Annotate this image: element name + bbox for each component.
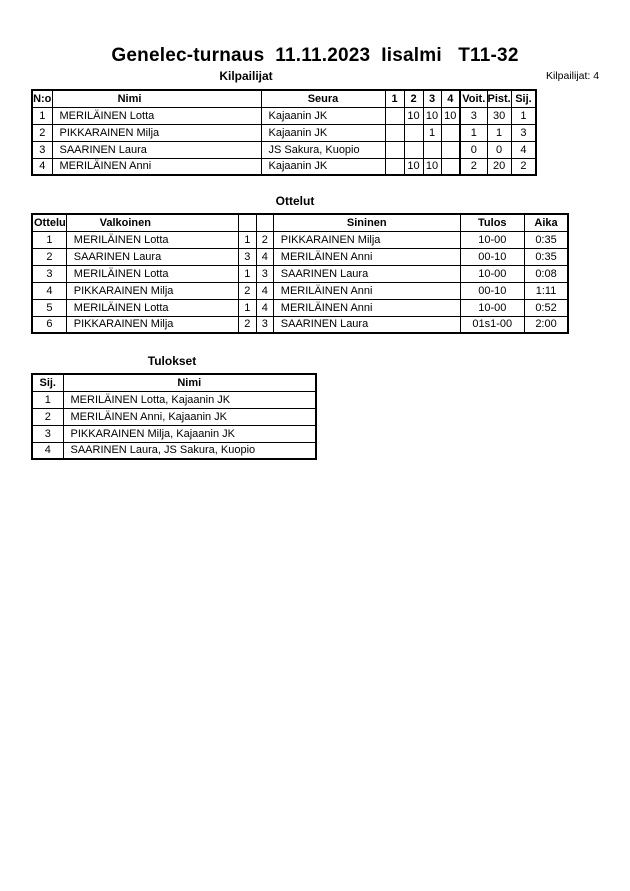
table-header-row: [32, 214, 568, 231]
table-cell: 5: [32, 299, 66, 316]
table-row: [32, 299, 568, 316]
table-cell: PIKKARAINEN Milja: [66, 316, 238, 333]
table-cell: PIKKARAINEN Milja, Kajaanin JK: [63, 425, 316, 442]
table-row: [32, 265, 568, 282]
table-cell: 4: [32, 158, 52, 175]
column-header: Nimi: [52, 90, 261, 107]
table-cell: MERILÄINEN Lotta, Kajaanin JK: [63, 391, 316, 408]
table-row: [32, 391, 316, 408]
table-cell: [385, 107, 404, 124]
table-cell: 6: [32, 316, 66, 333]
results-section-title: Tulokset: [147, 354, 197, 368]
table-cell: Kajaanin JK: [261, 107, 385, 124]
table-cell: 10-00: [460, 231, 524, 248]
table-cell: MERILÄINEN Anni, Kajaanin JK: [63, 408, 316, 425]
table-cell: MERILÄINEN Anni: [273, 299, 460, 316]
table-row: [32, 107, 536, 124]
column-header: Seura: [261, 90, 385, 107]
table-cell: 3: [32, 141, 52, 158]
table-row: [32, 316, 568, 333]
table-cell: [404, 141, 423, 158]
table-cell: 4: [32, 282, 66, 299]
table-cell: MERILÄINEN Anni: [273, 282, 460, 299]
page-title: Genelec-turnaus 11.11.2023 Iisalmi T11-32: [111, 45, 519, 66]
table-cell: MERILÄINEN Lotta: [52, 107, 261, 124]
table-cell: 4: [256, 248, 273, 265]
table-cell: PIKKARAINEN Milja: [52, 124, 261, 141]
table-row: [32, 425, 316, 442]
table-cell: 3: [256, 265, 273, 282]
column-header: Sij.: [511, 90, 536, 107]
column-header: Valkoinen: [66, 214, 238, 231]
table-row: [32, 141, 536, 158]
table-cell: 1: [511, 107, 536, 124]
matches-section-title: Ottelut: [275, 194, 315, 208]
table-cell: 2: [238, 282, 256, 299]
table-header-row: [32, 374, 316, 391]
column-header: Aika: [524, 214, 568, 231]
table-cell: 30: [487, 107, 511, 124]
table-cell: 0:52: [524, 299, 568, 316]
table-cell: Kajaanin JK: [261, 124, 385, 141]
table-cell: PIKKARAINEN Milja: [273, 231, 460, 248]
table-row: [32, 124, 536, 141]
table-cell: [385, 141, 404, 158]
table-cell: PIKKARAINEN Milja: [66, 282, 238, 299]
table-cell: MERILÄINEN Lotta: [66, 299, 238, 316]
table-cell: [404, 124, 423, 141]
table-cell: [423, 141, 441, 158]
table-cell: 2: [238, 316, 256, 333]
table-cell: 1: [238, 265, 256, 282]
table-cell: MERILÄINEN Anni: [52, 158, 261, 175]
column-header: Sij.: [32, 374, 63, 391]
table-cell: 00-10: [460, 248, 524, 265]
results-table: [31, 373, 317, 460]
table-cell: MERILÄINEN Lotta: [66, 265, 238, 282]
table-cell: [441, 124, 460, 141]
table-cell: SAARINEN Laura: [273, 316, 460, 333]
column-header: 1: [385, 90, 404, 107]
table-cell: SAARINEN Laura: [66, 248, 238, 265]
table-cell: 1: [32, 107, 52, 124]
table-cell: 0:35: [524, 231, 568, 248]
table-cell: 1: [32, 231, 66, 248]
column-header: Nimi: [63, 374, 316, 391]
table-cell: 4: [256, 299, 273, 316]
table-cell: [385, 124, 404, 141]
table-cell: 10: [423, 107, 441, 124]
table-cell: 2: [511, 158, 536, 175]
table-cell: 1: [238, 299, 256, 316]
column-header: Sininen: [273, 214, 460, 231]
table-cell: 10: [404, 107, 423, 124]
table-cell: 3: [256, 316, 273, 333]
table-cell: 1: [423, 124, 441, 141]
column-header: 4: [441, 90, 460, 107]
table-cell: [385, 158, 404, 175]
table-row: [32, 248, 568, 265]
column-header: Ottelu: [32, 214, 66, 231]
table-cell: 10: [441, 107, 460, 124]
table-cell: 3: [32, 425, 63, 442]
table-cell: 3: [511, 124, 536, 141]
table-row: [32, 442, 316, 459]
table-cell: 3: [238, 248, 256, 265]
table-cell: 1:11: [524, 282, 568, 299]
table-cell: 10: [404, 158, 423, 175]
table-cell: [441, 141, 460, 158]
table-cell: 01s1-00: [460, 316, 524, 333]
table-cell: 1: [487, 124, 511, 141]
table-cell: 3: [32, 265, 66, 282]
table-cell: 1: [238, 231, 256, 248]
column-header: N:o: [32, 90, 52, 107]
table-cell: Kajaanin JK: [261, 158, 385, 175]
table-cell: MERILÄINEN Anni: [273, 248, 460, 265]
table-cell: 10-00: [460, 299, 524, 316]
table-cell: 1: [460, 124, 487, 141]
table-cell: 0: [487, 141, 511, 158]
table-row: [32, 408, 316, 425]
table-cell: 00-10: [460, 282, 524, 299]
table-cell: 0:08: [524, 265, 568, 282]
table-cell: 1: [32, 391, 63, 408]
table-cell: 10-00: [460, 265, 524, 282]
table-header-row: [32, 90, 536, 107]
table-cell: 0: [460, 141, 487, 158]
table-cell: 2: [256, 231, 273, 248]
table-row: [32, 282, 568, 299]
column-header: 3: [423, 90, 441, 107]
table-cell: 3: [460, 107, 487, 124]
table-cell: [441, 158, 460, 175]
table-cell: 4: [256, 282, 273, 299]
table-cell: 2: [460, 158, 487, 175]
column-header: 2: [404, 90, 423, 107]
table-cell: JS Sakura, Kuopio: [261, 141, 385, 158]
column-header: [238, 214, 256, 231]
table-cell: 2: [32, 124, 52, 141]
competitors-table: [31, 89, 537, 176]
table-cell: SAARINEN Laura: [273, 265, 460, 282]
table-cell: 0:35: [524, 248, 568, 265]
table-cell: SAARINEN Laura, JS Sakura, Kuopio: [63, 442, 316, 459]
table-row: [32, 158, 536, 175]
competitors-section-title: Kilpailijat: [219, 69, 273, 83]
table-cell: 2: [32, 408, 63, 425]
table-cell: 2: [32, 248, 66, 265]
matches-table: [31, 213, 569, 334]
table-cell: 10: [423, 158, 441, 175]
table-cell: 4: [32, 442, 63, 459]
table-cell: MERILÄINEN Lotta: [66, 231, 238, 248]
column-header: [256, 214, 273, 231]
column-header: Tulos: [460, 214, 524, 231]
table-cell: 2:00: [524, 316, 568, 333]
column-header: Pist.: [487, 90, 511, 107]
column-header: Voit.: [460, 90, 487, 107]
table-row: [32, 231, 568, 248]
table-cell: 4: [511, 141, 536, 158]
table-cell: 20: [487, 158, 511, 175]
competitors-count-label: Kilpailijat: 4: [546, 70, 600, 82]
table-cell: SAARINEN Laura: [52, 141, 261, 158]
